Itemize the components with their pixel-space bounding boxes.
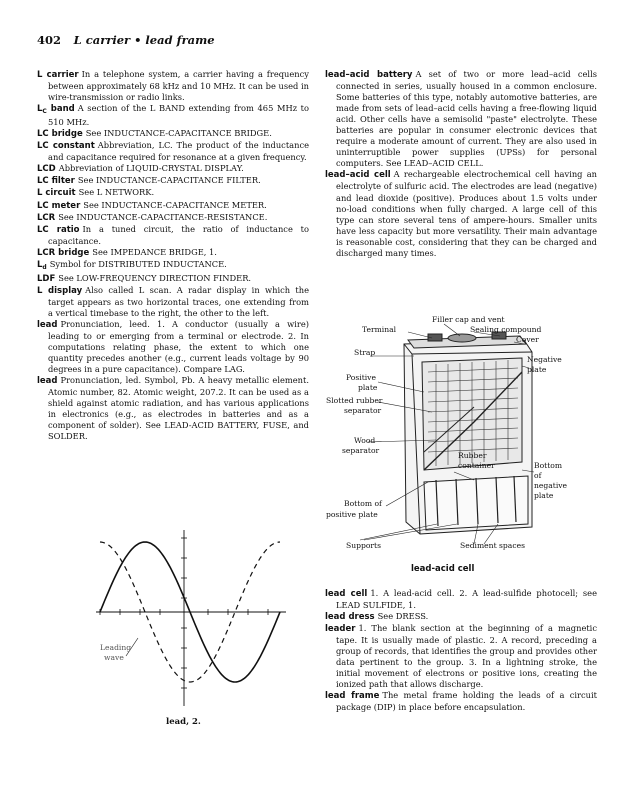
- entry-headword: LC ratio: [37, 224, 80, 235]
- entry-definition: 1. The blank section at the beginning of a magnetic tape. It is usually made of plastic. 2. A record, preceding a group of records, that identifies the group and provides other data pertinent to the group. 3. In a lightning stroke, the initial movement of electrons or positive ions, creating the ionized path that allows discharge.: [336, 623, 597, 690]
- dictionary-entry: [325, 588, 597, 611]
- dictionary-entry: [37, 140, 309, 163]
- entry-headword: L display: [37, 285, 83, 296]
- entry-headword: LCD: [37, 164, 56, 175]
- label-sealing-compound: Sealing compound: [470, 325, 542, 334]
- entry-definition: See INDUCTANCE-CAPACITANCE-RESISTANCE.: [58, 211, 268, 222]
- lead-wave-figure: [80, 528, 290, 708]
- dictionary-entry: [37, 187, 309, 199]
- lead-acid-cell-figure: [324, 312, 584, 562]
- label-positive-plate-2: plate: [358, 383, 378, 392]
- page-number: 402: [37, 33, 62, 47]
- dictionary-entry: [37, 224, 309, 247]
- entry-headword: LDF: [37, 273, 56, 284]
- cell-figure-caption: lead-acid cell: [411, 564, 475, 574]
- lead-acid-cell-drawing: [324, 312, 584, 562]
- entry-definition: A section of the L BAND extending from 465 MHz to 510 MHz.: [48, 103, 309, 128]
- entry-definition: See LOW-FREQUENCY DIRECTION FINDER.: [58, 272, 252, 283]
- label-negative-plate-2: plate: [527, 365, 547, 374]
- entry-definition: See INDUCTANCE-CAPACITANCE FILTER.: [77, 175, 261, 186]
- leading-wave-label-2: wave: [104, 653, 124, 662]
- label-rubber-container-1: Rubber: [458, 451, 487, 460]
- entry-definition: A rechargeable electrochemical cell having an electrolyte of sulfuric acid. The electrodes are lead (negative) and lead dioxide (positive). Produces about 1.5 volts under no-load conditions when fully charged. A large cell of this type can store several tens of ampere-hours. Smaller units have less capacity but more versatility. Their main advantage is reasonable cost, considering that they can be charged and discharged many times.: [336, 169, 597, 258]
- dictionary-entry: [37, 247, 309, 259]
- wave-figure-caption: lead, 2.: [166, 717, 201, 727]
- entry-headword: lead: [37, 319, 58, 330]
- entry-definition: Abbreviation of LIQUID-CRYSTAL DISPLAY.: [58, 163, 244, 174]
- entry-headword: LC meter: [37, 200, 81, 211]
- entry-headword: lead–acid battery: [325, 70, 413, 80]
- entry-definition: See DRESS.: [377, 611, 429, 622]
- entry-definition: Pronunciation, leed. 1. A conductor (usually a wire) leading to or emerging from a terminal or electrode. 2. In computations relating phase, the extent to which one quantity precedes another (e.g., current leads voltage by 90 degrees in a pure capacitance). Compare LAG.: [48, 318, 309, 375]
- leading-wave-label-1: Leading: [100, 643, 132, 652]
- entry-definition: See L NETWORK.: [78, 187, 155, 198]
- entry-definition: In a tuned circuit, the ratio of inductance to capacitance.: [48, 223, 309, 246]
- label-bottom-positive-2: positive plate: [326, 510, 378, 519]
- label-bottom-positive-1: Bottom of: [344, 499, 382, 508]
- entry-headword: lead dress: [325, 612, 375, 623]
- entry-definition: Abbreviation, LC. The product of the inductance and capacitance required for resonance at a given frequency.: [48, 140, 309, 163]
- label-slotted-separator-1: Slotted rubber: [326, 396, 383, 405]
- entry-headword: lead cell: [325, 589, 368, 599]
- label-bottom-negative-2: of: [534, 471, 542, 480]
- entry-definition: Symbol for DISTRIBUTED INDUCTANCE.: [49, 258, 227, 269]
- dictionary-entry: [37, 103, 309, 128]
- dictionary-entry: [325, 169, 597, 258]
- dictionary-entry: [37, 273, 309, 285]
- label-wood-separator-2: separator: [342, 446, 380, 455]
- page-header: [37, 33, 215, 47]
- entry-headword: LC bridge: [37, 129, 83, 140]
- label-bottom-negative-1: Bottom: [534, 461, 563, 470]
- label-terminal: Terminal: [362, 325, 397, 334]
- right-column-bottom: [325, 588, 597, 714]
- label-bottom-negative-4: plate: [534, 491, 554, 500]
- entry-definition: Pronunciation, led. Symbol, Pb. A heavy metallic element. Atomic number, 82. Atomic weight, 207.2. It can be used as a shield against atomic radiation, and has various applications in electronics (e.g., as electrodes in batteries and as a component of solder). See LEAD-ACID BATTERY, FUSE, and SOLDER.: [48, 375, 309, 442]
- dictionary-entry: [37, 285, 309, 319]
- label-bottom-negative-3: negative: [534, 481, 568, 490]
- entry-headword: lead frame: [325, 691, 380, 702]
- entry-definition: See INDUCTANCE-CAPACITANCE METER.: [83, 199, 267, 210]
- left-column: [37, 69, 309, 443]
- dictionary-entry: [37, 200, 309, 212]
- dictionary-entry: [37, 212, 309, 224]
- entry-definition: In a telephone system, a carrier having a frequency between approximately 68 kHz and 10 MHz. It can be used in wire-transmission or radio links.: [48, 69, 309, 103]
- entry-headword: $L_d$: [37, 259, 47, 271]
- entry-headword: LCR bridge: [37, 247, 90, 258]
- label-wood-separator-1: Wood: [354, 436, 376, 445]
- entry-headword: leader: [325, 624, 356, 635]
- label-negative-plate-1: Negative: [527, 355, 562, 364]
- dictionary-entry: [325, 690, 597, 713]
- dictionary-entry: [37, 175, 309, 187]
- label-rubber-container-2: container: [458, 461, 495, 470]
- entry-headword: LCR: [37, 212, 56, 223]
- entry-headword: LC constant: [37, 141, 95, 152]
- entry-definition: The metal frame holding the leads of a circuit package (DIP) in place before encapsulation.: [336, 690, 597, 713]
- label-positive-plate-1: Positive: [346, 373, 376, 382]
- label-sediment-spaces: Sediment spaces: [460, 541, 525, 550]
- entry-definition: See IMPEDANCE BRIDGE, 1.: [92, 246, 217, 257]
- entry-definition: Also called L scan. A radar display in which the target appears as two horizontal traces, one extending from a vertical timebase to the right, the other to the left.: [48, 284, 309, 318]
- label-strap: Strap: [354, 348, 376, 357]
- dictionary-entry: [37, 259, 309, 273]
- dictionary-entry: [37, 375, 309, 442]
- dictionary-entry: [325, 611, 597, 623]
- right-column-top: [325, 69, 597, 259]
- label-cover: Cover: [516, 335, 539, 344]
- lead-wave-drawing: [80, 528, 290, 708]
- dictionary-entry: [325, 623, 597, 690]
- dictionary-entry: [37, 163, 309, 175]
- entry-headword: lead: [37, 376, 58, 387]
- label-filler-cap: Filler cap and vent: [432, 315, 505, 324]
- entry-headword: LC filter: [37, 176, 75, 187]
- entry-headword: $L_C$ band: [37, 104, 75, 116]
- entry-definition: See INDUCTANCE-CAPACITANCE BRIDGE.: [85, 128, 272, 139]
- entry-definition: 1. A lead-acid cell. 2. A lead-sulfide photocell; see LEAD SULFIDE, 1.: [336, 588, 597, 611]
- entry-headword: L carrier: [37, 70, 79, 80]
- dictionary-entry: [37, 319, 309, 375]
- entry-headword: L circuit: [37, 188, 76, 199]
- dictionary-entry: [325, 69, 597, 169]
- running-title: L carrier • lead frame: [73, 33, 215, 47]
- label-supports: Supports: [346, 541, 381, 550]
- dictionary-entry: [37, 69, 309, 103]
- dictionary-entry: [37, 128, 309, 140]
- entry-definition: A set of two or more lead–acid cells connected in series, usually housed in a common enclosure. Some batteries of this type, notably automotive batteries, are made from sets of lead–acid cells having a free-flowing liquid acid. Other cells have a semisolid "paste" electrolyte. These batteries are popular in consumer electronic devices that require a moderate amount of current. They are also used in uninterruptible power supplies (UPSs) for personal computers. See LEAD–ACID CELL.: [336, 69, 597, 169]
- entry-headword: lead–acid cell: [325, 170, 391, 181]
- label-slotted-separator-2: separator: [344, 406, 382, 415]
